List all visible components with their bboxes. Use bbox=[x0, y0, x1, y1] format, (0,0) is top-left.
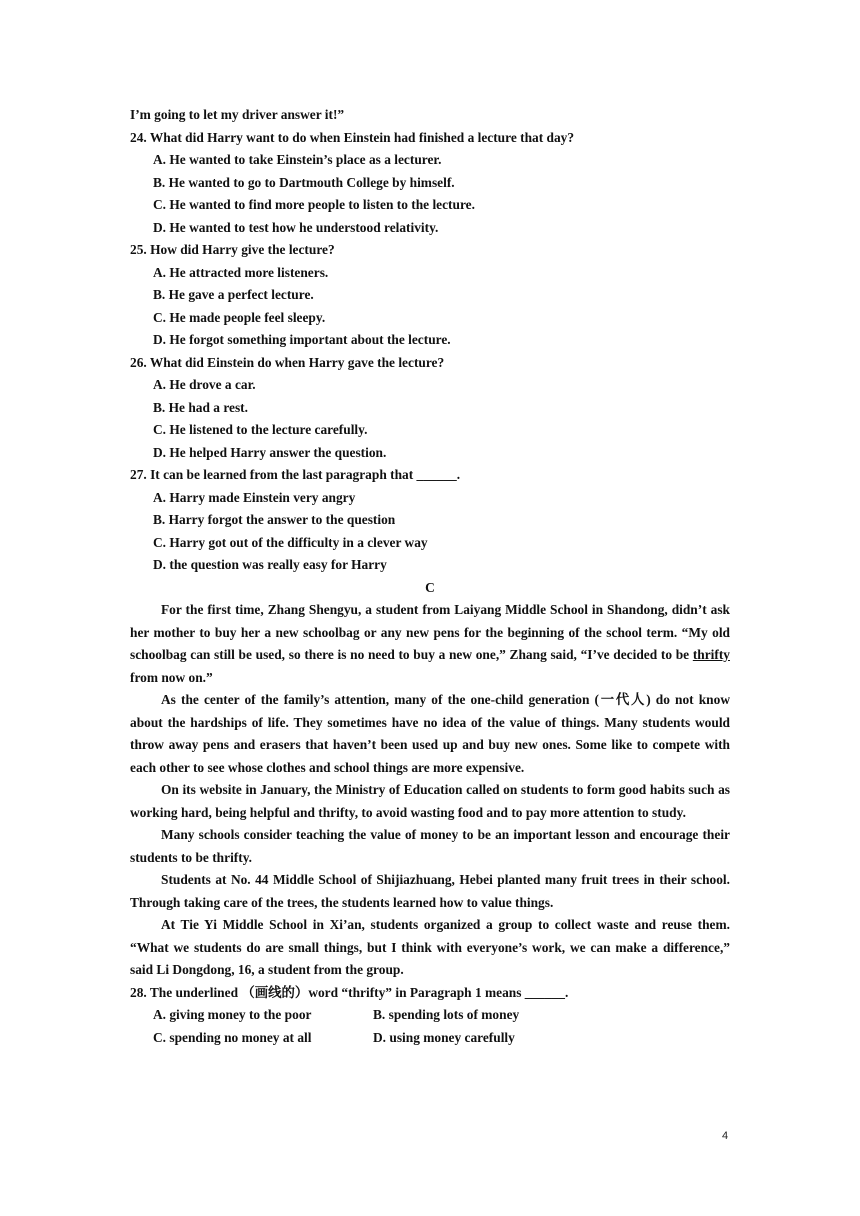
passage-paragraph-1 bbox=[130, 599, 730, 689]
option-a: A. He wanted to take Einstein’s place as a lecturer. bbox=[153, 152, 442, 167]
page-number: 4 bbox=[722, 1130, 729, 1142]
option-a: A. Harry made Einstein very angry bbox=[153, 489, 356, 505]
intro-line: I’m going to let my driver answer it!” bbox=[130, 107, 345, 122]
question-text: 28. The underlined （画线的）word “thrifty” in Paragraph 1 means ______. bbox=[130, 984, 569, 1000]
p1-text-after: from now on.” bbox=[130, 669, 213, 685]
question-24 bbox=[130, 127, 730, 240]
option-b: B. He wanted to go to Dartmouth College by himself. bbox=[153, 174, 455, 190]
option-a: A. He drove a car. bbox=[153, 377, 256, 392]
option-a: A. giving money to the poor bbox=[153, 1007, 312, 1022]
passage-paragraph-6: At Tie Yi Middle School in Xi’an, students organized a group to collect waste and reuse them. “What we students do are small things, but I think with everyone’s work, we can make a difference,” said Li Dongdong, 16, a student from the group. bbox=[130, 917, 730, 977]
page-content bbox=[130, 104, 730, 1049]
option-c: C. He made people feel sleepy. bbox=[153, 309, 326, 325]
question-27 bbox=[130, 464, 730, 577]
question-text: 24. What did Harry want to do when Einstein had finished a lecture that day? bbox=[130, 129, 575, 145]
option-c: C. He wanted to find more people to listen to the lecture. bbox=[153, 197, 475, 212]
passage-paragraph-4: Many schools consider teaching the value of money to be an important lesson and encourage their students to be thrifty. bbox=[130, 827, 730, 865]
question-text: 25. How did Harry give the lecture? bbox=[130, 242, 335, 257]
option-b: B. He gave a perfect lecture. bbox=[153, 287, 314, 302]
passage-paragraph-3: On its website in January, the Ministry of Education called on students to form good habits such as working hard, being helpful and thrifty, to avoid wasting food and to pay more attention to study. bbox=[130, 782, 730, 820]
option-c: C. spending no money at all bbox=[153, 1029, 312, 1045]
question-26 bbox=[130, 352, 730, 465]
question-text: 26. What did Einstein do when Harry gave the lecture? bbox=[130, 354, 445, 370]
option-b: B. He had a rest. bbox=[153, 399, 248, 415]
option-d: D. He helped Harry answer the question. bbox=[153, 444, 387, 460]
underlined-word: thrifty bbox=[692, 647, 730, 662]
options-row-1 bbox=[130, 1004, 730, 1027]
p1-text-before: For the first time, Zhang Shengyu, a student from Laiyang Middle School in Shandong, didn’t ask her mother to buy her a new schoolbag or any new pens for the beginning of the school term. “My old schoolbag can still be used, so there is no need to buy a new one,” Zhang said, “I’ve decided to be bbox=[130, 602, 730, 662]
option-d: D. using money carefully bbox=[373, 1029, 515, 1045]
options-row-2 bbox=[130, 1027, 730, 1050]
option-a: A. He attracted more listeners. bbox=[153, 264, 329, 280]
option-b: B. Harry forgot the answer to the question bbox=[153, 512, 396, 527]
option-b: B. spending lots of money bbox=[373, 1007, 520, 1022]
option-d: D. He wanted to test how he understood relativity. bbox=[153, 219, 439, 235]
option-c: C. Harry got out of the difficulty in a clever way bbox=[153, 534, 428, 550]
section-heading-c: C bbox=[425, 579, 435, 595]
passage-paragraph-2: As the center of the family’s attention, many of the one-child generation (一代人) do not know about the hardships of life. They sometimes have no idea of the value of things. Many students would throw away pens and erasers that haven’t been used up and buy new ones. Some like to compete with each other to see whose clothes and school things are more expensive. bbox=[130, 692, 730, 775]
question-text: 27. It can be learned from the last paragraph that ______. bbox=[130, 467, 461, 482]
option-d: D. He forgot something important about the lecture. bbox=[153, 332, 451, 347]
passage-paragraph-5: Students at No. 44 Middle School of Shijiazhuang, Hebei planted many fruit trees in their school. Through taking care of the trees, the students learned how to value things. bbox=[130, 872, 730, 910]
question-28 bbox=[130, 982, 730, 1050]
option-c: C. He listened to the lecture carefully. bbox=[153, 422, 368, 437]
option-d: D. the question was really easy for Harry bbox=[153, 557, 387, 572]
question-25 bbox=[130, 239, 730, 352]
